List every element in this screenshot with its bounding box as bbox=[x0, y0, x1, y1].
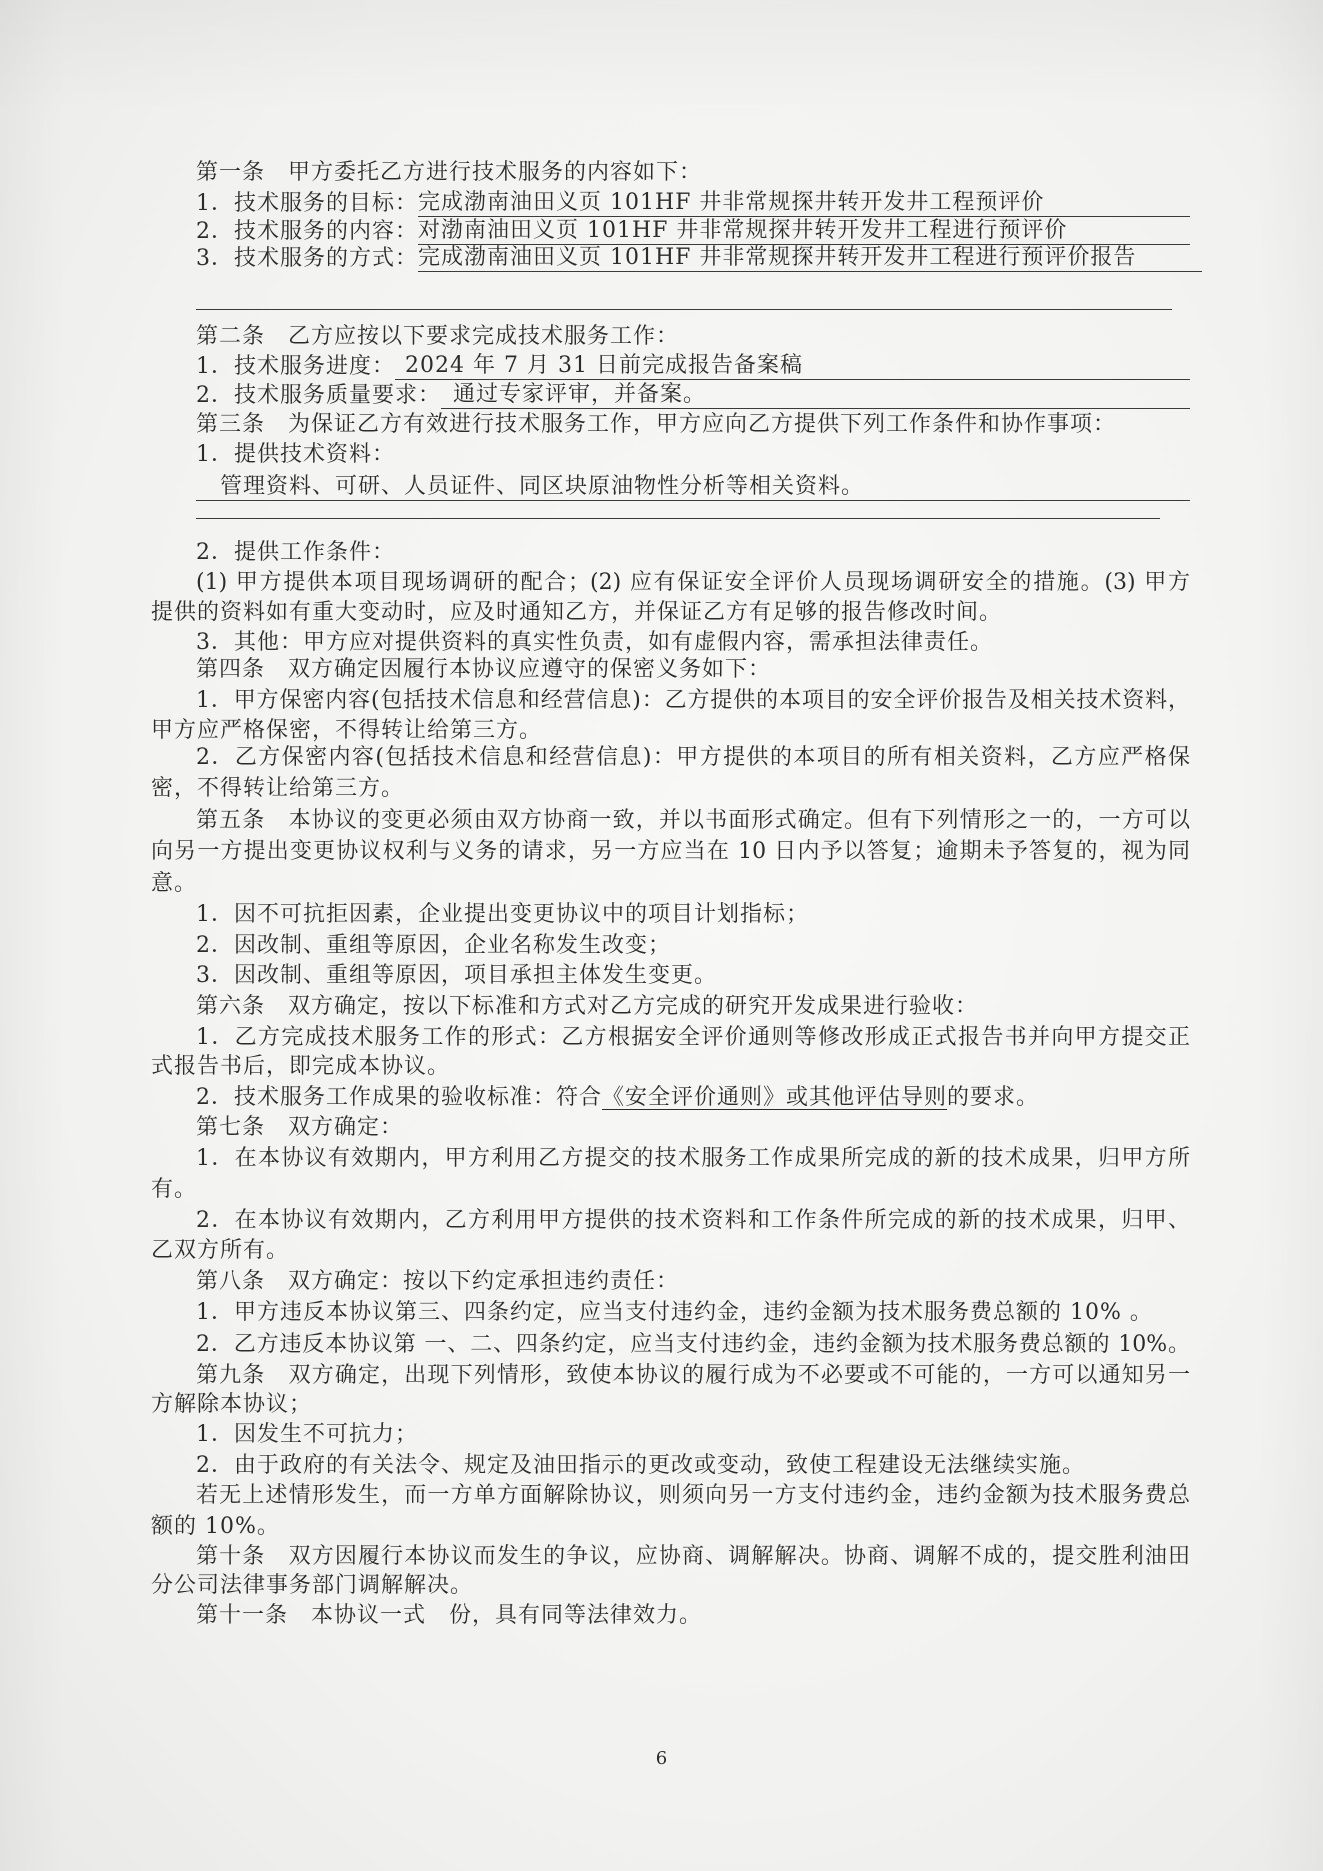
blank-fill-line bbox=[196, 285, 1172, 310]
article-7-text-line: 乙双方所有。 bbox=[151, 1238, 290, 1263]
acceptance-standard-value: 《安全评价通则》或其他评估导则 bbox=[602, 1085, 948, 1110]
article-4-text-line: 甲方应严格保密，不得转让给第三方。 bbox=[151, 718, 543, 743]
article-8-text-line: 2．乙方违反本协议第 一、二、四条约定，应当支付违约金，违约金额为技术服务费总额的 10%。 bbox=[196, 1332, 1190, 1357]
service-method-row bbox=[196, 242, 1202, 272]
article-7-heading: 第七条 双方确定： bbox=[196, 1115, 404, 1140]
page-number: 6 bbox=[655, 1748, 668, 1769]
article-7-text-line: 2．在本协议有效期内，乙方利用甲方提供的技术资料和工作条件所完成的新的技术成果，归甲、 bbox=[196, 1208, 1190, 1233]
article-5-heading: 第五条 本协议的变更必须由双方协商一致，并以书面形式确定。但有下列情形之一的，一方可以 bbox=[196, 808, 1190, 833]
acceptance-standard-prefix: 2．技术服务工作成果的验收标准：符合 bbox=[196, 1085, 602, 1110]
service-quality-row bbox=[196, 379, 1190, 409]
acceptance-standard-line bbox=[196, 1083, 1039, 1113]
service-goal-label: 1．技术服务的目标： bbox=[196, 191, 418, 216]
acceptance-standard-suffix: 的要求。 bbox=[947, 1085, 1040, 1110]
service-content-row bbox=[196, 215, 1190, 245]
article-7-text-line: 有。 bbox=[151, 1177, 198, 1202]
article-9-heading: 第九条 双方确定，出现下列情形，致使本协议的履行成为不必要或不可能的，一方可以通知另一 bbox=[196, 1363, 1190, 1388]
article-5-list-item: 2．因改制、重组等原因，企业名称发生改变； bbox=[196, 933, 671, 958]
article-1-heading: 第一条 甲方委托乙方进行技术服务的内容如下： bbox=[196, 160, 703, 185]
article-9-text-line: 方解除本协议； bbox=[151, 1392, 313, 1417]
article-11-heading: 第十一条 本协议一式 份，具有同等法律效力。 bbox=[196, 1603, 703, 1628]
service-content-value: 对渤南油田义页 101HF 井非常规探井转开发井工程进行预评价 bbox=[418, 218, 1190, 245]
technical-materials-value: 管理资料、可研、人员证件、同区块原油物性分析等相关资料。 bbox=[196, 474, 1190, 501]
article-9-list-item: 2．由于政府的有关法令、规定及油田指示的更改或变动，致使工程建设无法继续实施。 bbox=[196, 1453, 1085, 1478]
article-5-list-item: 1．因不可抗拒因素，企业提出变更协议中的项目计划指标； bbox=[196, 902, 809, 927]
article-9-list-item: 1．因发生不可抗力； bbox=[196, 1422, 418, 1447]
article-8-heading: 第八条 双方确定：按以下约定承担违约责任： bbox=[196, 1269, 680, 1294]
service-quality-value: 通过专家评审，并备案。 bbox=[441, 382, 1190, 409]
article-4-text-line: 密，不得转让给第三方。 bbox=[151, 776, 405, 801]
service-schedule-label: 1．技术服务进度： bbox=[196, 354, 395, 379]
article-7-text-line: 1．在本协议有效期内，甲方利用乙方提交的技术服务工作成果所完成的新的技术成果，归甲方所 bbox=[196, 1146, 1190, 1171]
work-conditions-line: (1) 甲方提供本项目现场调研的配合；(2) 应有保证安全评价人员现场调研安全的措施。(3) 甲方 bbox=[196, 570, 1190, 595]
service-method-value: 完成渤南油田义页 101HF 井非常规探井转开发井工程进行预评价报告 bbox=[418, 245, 1202, 272]
technical-materials-label: 1．提供技术资料： bbox=[196, 442, 395, 467]
article-6-heading: 第六条 双方确定，按以下标准和方式对乙方完成的研究开发成果进行验收： bbox=[196, 994, 979, 1019]
other-obligations: 3．其他：甲方应对提供资料的真实性负责，如有虚假内容，需承担法律责任。 bbox=[196, 630, 993, 655]
article-6-text-line: 1．乙方完成技术服务工作的形式：乙方根据安全评价通则等修改形成正式报告书并向甲方提交正 bbox=[196, 1025, 1190, 1050]
article-9-text-line: 若无上述情形发生，而一方单方面解除协议，则须向另一方支付违约金，违约金额为技术服务费总 bbox=[196, 1483, 1190, 1508]
article-10-text-line: 分公司法律事务部门调解解决。 bbox=[151, 1573, 474, 1598]
article-6-text-line: 式报告书后，即完成本协议。 bbox=[151, 1054, 451, 1079]
article-4-heading: 第四条 双方确定因履行本协议应遵守的保密义务如下： bbox=[196, 657, 772, 682]
service-goal-value: 完成渤南油田义页 101HF 井非常规探井转开发井工程预评价 bbox=[418, 190, 1190, 217]
article-5-list-item: 3．因改制、重组等原因，项目承担主体发生变更。 bbox=[196, 963, 717, 988]
work-conditions-label: 2．提供工作条件： bbox=[196, 540, 395, 565]
article-5-text-line: 意。 bbox=[151, 871, 198, 896]
service-content-label: 2．技术服务的内容： bbox=[196, 219, 418, 244]
article-3-heading: 第三条 为保证乙方有效进行技术服务工作，甲方应向乙方提供下列工作条件和协作事项： bbox=[196, 412, 1117, 437]
article-8-text-line: 1．甲方违反本协议第三、四条约定，应当支付违约金，违约金额为技术服务费总额的 10% 。 bbox=[196, 1300, 1153, 1325]
blank-fill-line bbox=[196, 494, 1160, 519]
service-method-label: 3．技术服务的方式： bbox=[196, 246, 418, 271]
article-9-text-line: 额的 10%。 bbox=[151, 1514, 280, 1539]
article-5-text-line: 向另一方提出变更协议权利与义务的请求，另一方应当在 10 日内予以答复；逾期未予答复的，视为同 bbox=[151, 839, 1190, 864]
article-10-heading: 第十条 双方因履行本协议而发生的争议，应协商、调解解决。协商、调解不成的，提交胜利油田 bbox=[196, 1544, 1190, 1569]
work-conditions-line: 提供的资料如有重大变动时，应及时通知乙方，并保证乙方有足够的报告修改时间。 bbox=[151, 600, 1003, 625]
service-quality-label: 2．技术服务质量要求： bbox=[196, 383, 441, 408]
article-2-heading: 第二条 乙方应按以下要求完成技术服务工作： bbox=[196, 324, 680, 349]
service-schedule-row bbox=[196, 350, 1190, 380]
service-schedule-value: 2024 年 7 月 31 日前完成报告备案稿 bbox=[395, 353, 1190, 380]
article-4-text-line: 2．乙方保密内容(包括技术信息和经营信息)：甲方提供的本项目的所有相关资料，乙方应严格保 bbox=[196, 745, 1190, 770]
service-goal-row bbox=[196, 187, 1190, 217]
article-4-text-line: 1．甲方保密内容(包括技术信息和经营信息)：乙方提供的本项目的安全评价报告及相关技术资料， bbox=[196, 688, 1190, 713]
